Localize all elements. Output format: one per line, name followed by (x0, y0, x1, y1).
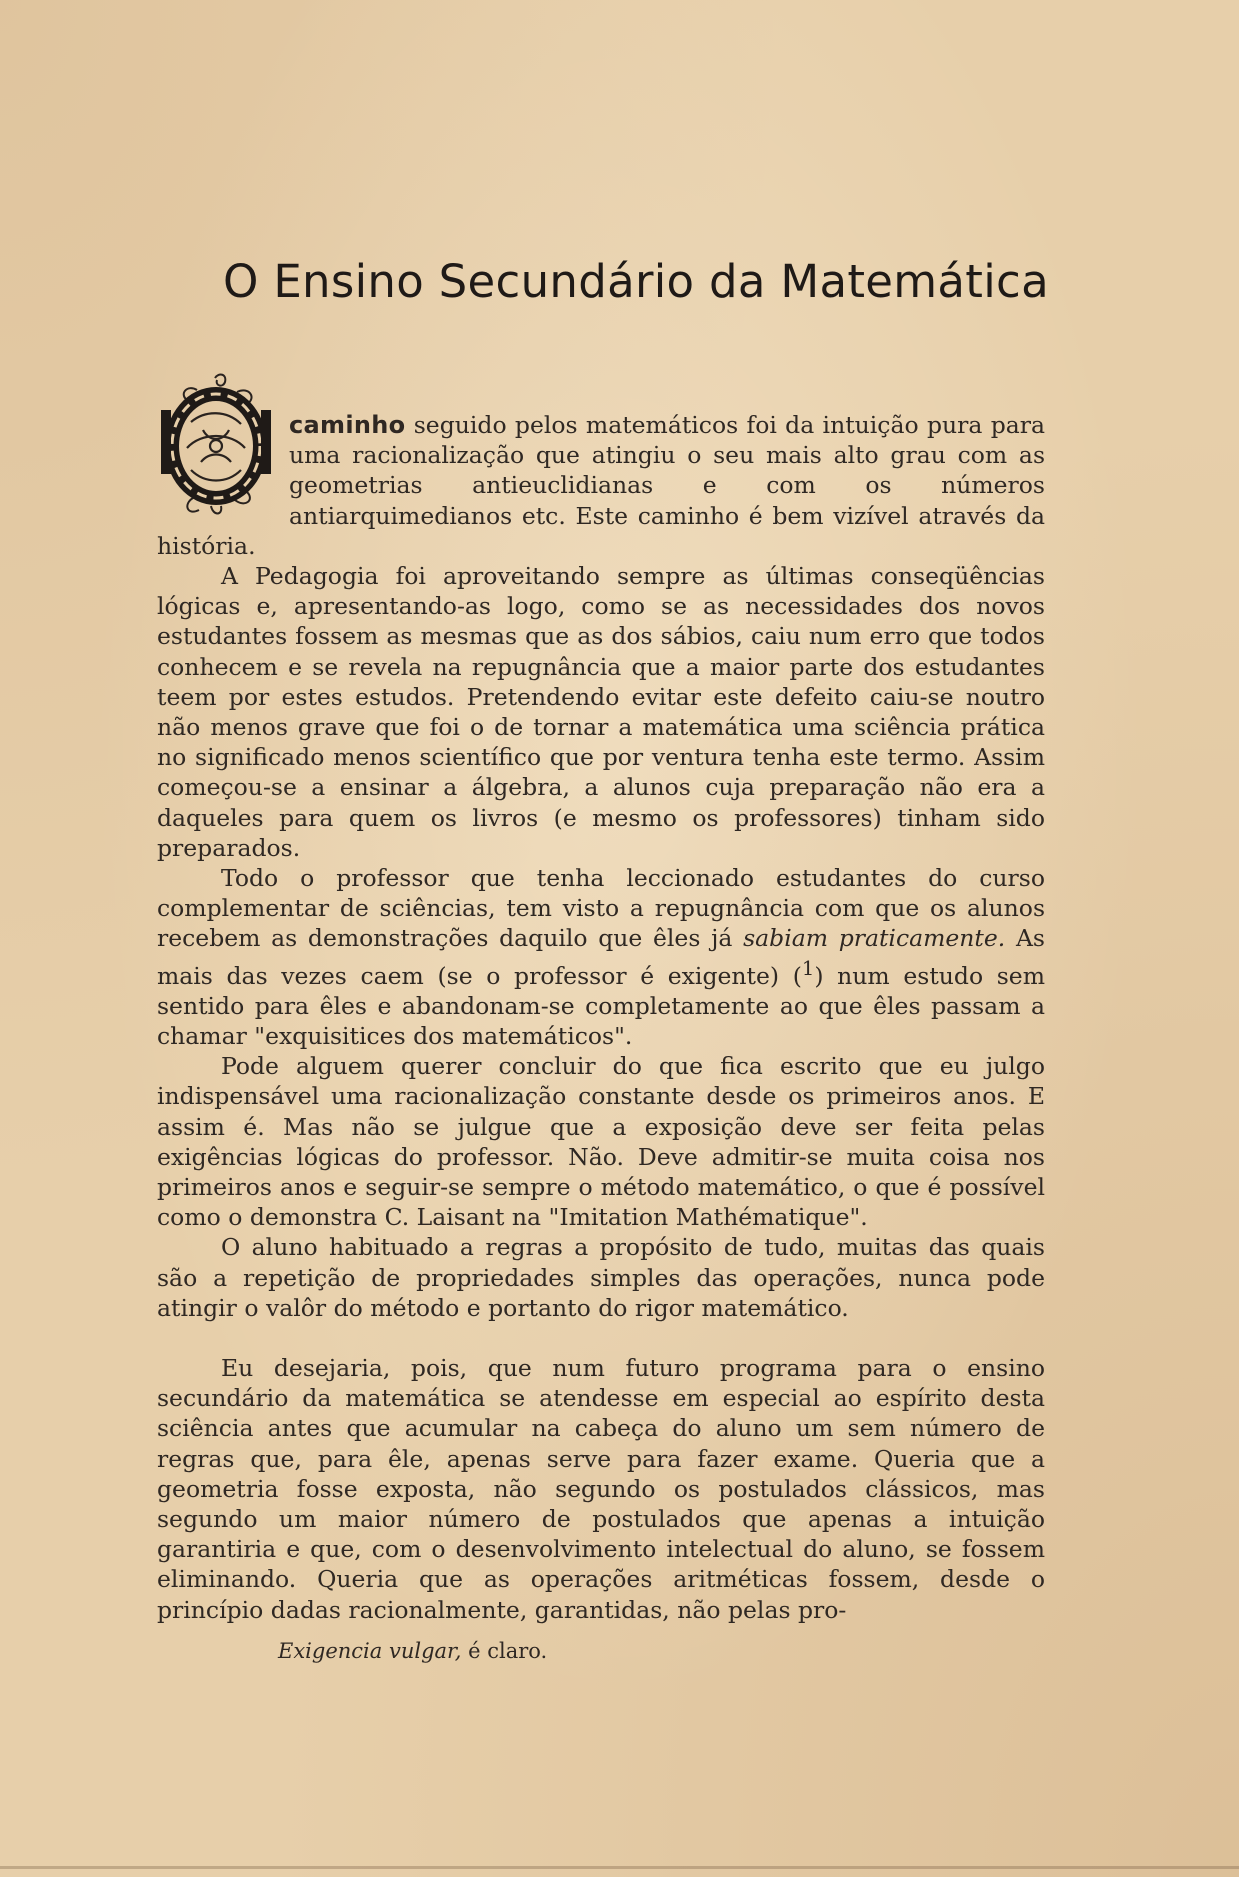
footnote-italic: Exigencia vulgar, (278, 1639, 462, 1663)
article-body (157, 410, 1045, 1625)
footnote (278, 1639, 547, 1663)
paragraph-3-italic: sabiam praticamente. (743, 924, 1006, 953)
paragraph-3 (157, 863, 1045, 1051)
paragraph-2: A Pedagogia foi aproveitando sempre as últimas conseqüências lógicas e, apresentando-as logo, como se as necessidades dos novos estudantes fossem as mesmas que as dos sábios, caiu num erro que todos conhecem e se revela na repugnância que a maior parte dos estudantes teem por estes estudos. Pretendendo evitar este defeito caiu-se noutro não menos grave que foi o de tornar a matemática uma sciência prática no significado menos scientífico que por ventura tenha este termo. Assim começou-se a ensinar a álgebra, a alunos cuja preparação não era a daqueles para quem os livros (e mesmo os professores) tinham sido preparados. (157, 562, 1045, 862)
footnote-text: é claro. (461, 1639, 548, 1663)
paragraph-1 (157, 410, 1045, 561)
show-through-text (150, 130, 1090, 210)
paragraph-5: O aluno habituado a regras a propósito de tudo, muitas das quais são a repetição de propriedades simples das operações, nunca pode atingir o valôr do método e portanto do rigor matemático. (157, 1233, 1045, 1322)
paragraph-1-text: seguido pelos matemáticos foi da intuição pura para uma racionalização que atingiu o seu mais alto grau com as geometrias antieuclidianas e com os números antiarquimedianos etc. Este caminho é bem vizível através da história. (157, 411, 1045, 560)
paragraph-3-text-a: Todo o professor que tenha leccionado estudantes do curso complementar de sciências, tem visto a repugnância com que os alunos recebem as demonstrações daquilo que êles já (157, 864, 1045, 953)
paragraph-6: Eu desejaria, pois, que num futuro programa para o ensino secundário da matemática se atendesse em especial ao espírito desta sciência antes que acumular na cabeça do aluno um sem número de regras que, para êle, apenas serve para fazer exame. Queria que a geometria fosse exposta, não segundo os postulados clássicos, mas segundo um maior número de postulados que apenas a intuição garantiria e que, com o desenvolvimento intelectual do aluno, se fossem eliminando. Queria que as operações aritméticas fossem, desde o princípio dadas racionalmente, garantidas, não pelas pro- (157, 1353, 1045, 1624)
ornamental-dropcap (157, 370, 275, 520)
paragraph-3-text-c: ) num estudo sem sentido para êles e abandonam-se completamente ao que êles passam a chamar "exquisitices dos matemáticos". (157, 961, 1045, 1050)
paragraph-3-text-b: As mais das vezes caem (se o professor é exigente) ( (157, 924, 1045, 990)
paragraph-4: Pode alguem querer concluir do que fica escrito que eu julgo indispensável uma racionalização constante desde os primeiros anos. E assim é. Mas não se julgue que a exposição deve ser feita pelas exigências lógicas do professor. Não. Deve admitir-se muita coisa nos primeiros anos e seguir-se sempre o método matemático, o que é possível como o demonstra C. Laisant na "Imitation Mathématique". (157, 1052, 1045, 1232)
article-title: O Ensino Secundário da Matemática (223, 255, 1049, 308)
ornamental-o-icon (157, 370, 275, 520)
lead-word: caminho (289, 411, 406, 439)
footnote-mark: 1 (801, 956, 815, 980)
page-edge (0, 1866, 1239, 1869)
